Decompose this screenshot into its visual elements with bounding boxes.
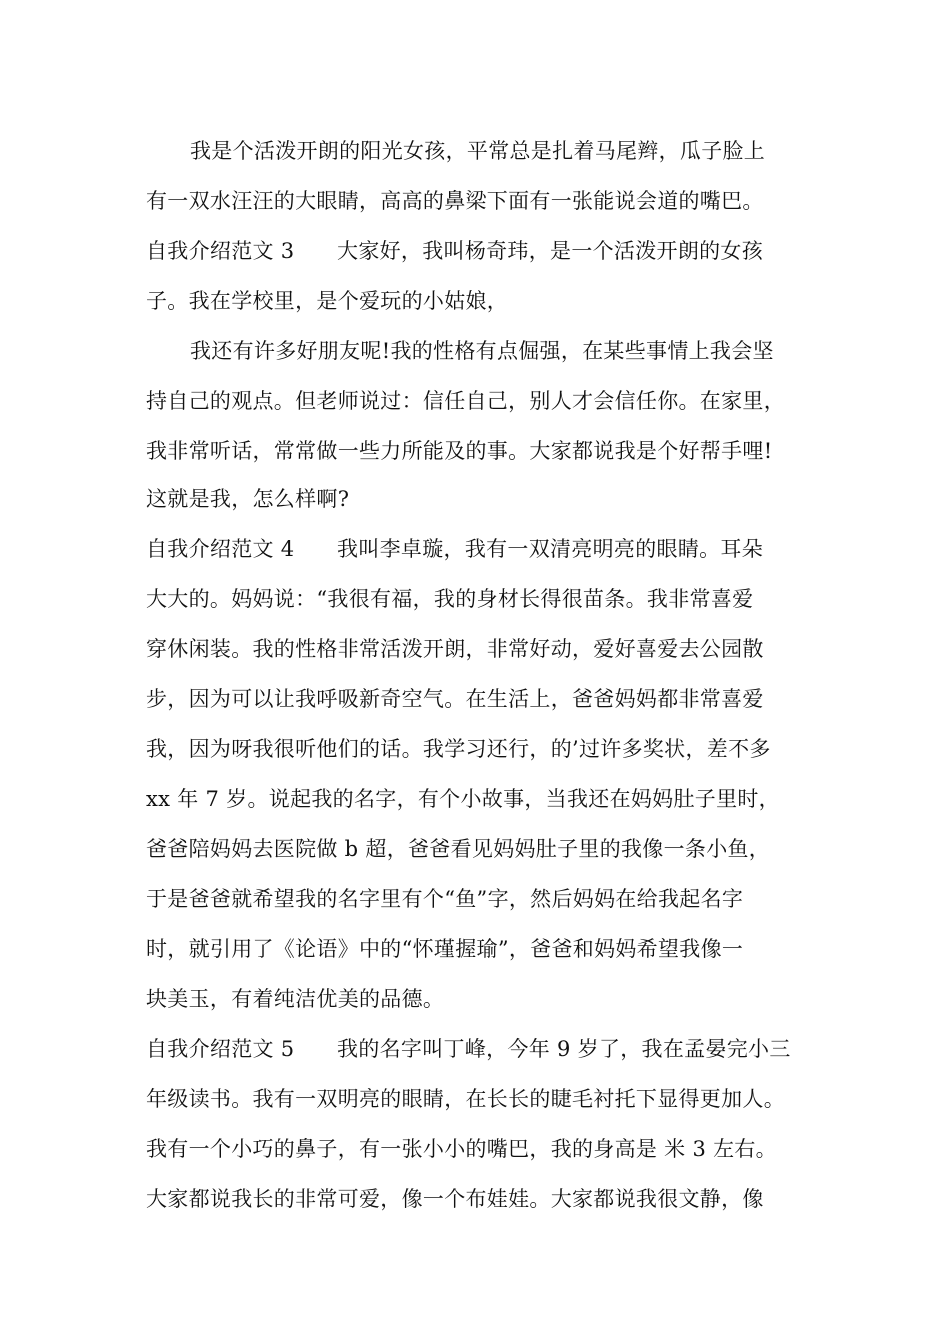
- paragraph-line: 持自己的观点。但老师说过：信任自己，别人才会信任你。在家里，: [146, 389, 785, 413]
- paragraph-line: 大家都说我长的非常可爱，像一个布娃娃。大家都说我很文静，像: [146, 1187, 764, 1211]
- paragraph-line: 这就是我，怎么样啊?: [146, 487, 350, 511]
- paragraph-line: 有一双水汪汪的大眼睛，高高的鼻梁下面有一张能说会道的嘴巴。: [146, 189, 764, 213]
- paragraph-line: 子。我在学校里，是个爱玩的小姑娘，: [146, 289, 509, 313]
- paragraph-line: 我是个活泼开朗的阳光女孩，平常总是扎着马尾辫，瓜子脸上: [190, 139, 766, 163]
- paragraph-line: 我还有许多好朋友呢!我的性格有点倔强，在某些事情上我会坚: [190, 339, 774, 363]
- paragraph-line: 我非常听话，常常做一些力所能及的事。大家都说我是个好帮手哩!: [146, 439, 773, 463]
- paragraph-line: 我，因为呀我很听他们的话。我学习还行，的’过许多奖状，差不多: [146, 737, 771, 761]
- paragraph-line: 于是爸爸就希望我的名字里有个“鱼”字，然后妈妈在给我起名字: [146, 887, 744, 911]
- section-heading-line: 自我介绍范文 5 我的名字叫丁峰，今年 9 岁了，我在孟晏完小三: [146, 1037, 791, 1061]
- paragraph-line: xx 年 7 岁。说起我的名字，有个小故事，当我还在妈妈肚子里时，: [146, 787, 780, 811]
- section-heading-line: 自我介绍范文 3 大家好，我叫杨奇玮，是一个活泼开朗的女孩: [146, 239, 764, 263]
- section-heading-line: 自我介绍范文 4 我叫李卓璇，我有一双清亮明亮的眼睛。耳朵: [146, 537, 764, 561]
- paragraph-line: 我有一个小巧的鼻子，有一张小小的嘴巴，我的身高是 米 3 左右。: [146, 1137, 777, 1161]
- paragraph-line: 年级读书。我有一双明亮的眼睛，在长长的睫毛衬托下显得更加人。: [146, 1087, 785, 1111]
- paragraph-line: 步，因为可以让我呼吸新奇空气。在生活上，爸爸妈妈都非常喜爱: [146, 687, 764, 711]
- paragraph-line: 时，就引用了《论语》中的“怀瑾握瑜”，爸爸和妈妈希望我像一: [146, 937, 744, 961]
- paragraph-line: 爸爸陪妈妈去医院做 b 超，爸爸看见妈妈肚子里的我像一条小鱼，: [146, 837, 771, 861]
- paragraph-line: 大大的。妈妈说：“我很有福，我的身材长得很苗条。我非常喜爱: [146, 587, 754, 611]
- paragraph-line: 穿休闲装。我的性格非常活泼开朗，非常好动，爱好喜爱去公园散: [146, 637, 764, 661]
- paragraph-line: 块美玉，有着纯洁优美的品德。: [146, 987, 445, 1011]
